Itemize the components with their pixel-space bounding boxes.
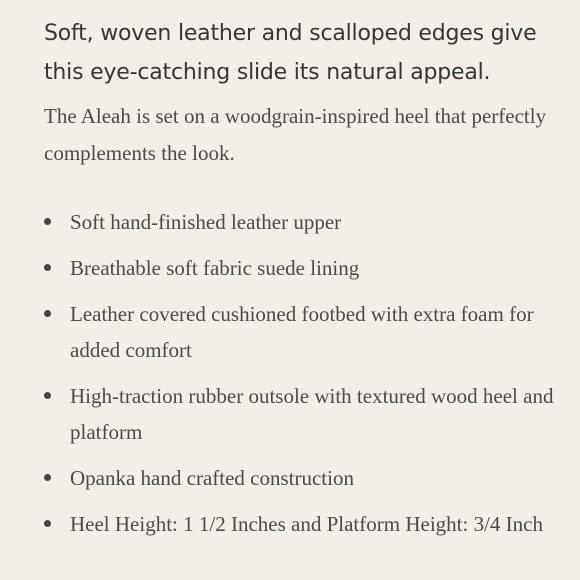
- feature-item: [44, 378, 564, 450]
- feature-item: [44, 296, 564, 368]
- feature-item: [44, 460, 564, 496]
- bullet-icon: [44, 520, 51, 527]
- feature-text: Leather covered cushioned footbed with extra foam for added comfort: [70, 302, 534, 362]
- feature-list: [44, 204, 564, 542]
- feature-item: [44, 204, 564, 240]
- bullet-icon: [44, 264, 51, 271]
- feature-item: [44, 506, 564, 542]
- bullet-icon: [44, 310, 51, 317]
- feature-text: Soft hand-finished leather upper: [70, 210, 342, 234]
- feature-item: [44, 250, 564, 286]
- bullet-icon: [44, 392, 51, 399]
- product-description: [44, 14, 564, 552]
- product-headline: Soft, woven leather and scalloped edges give this eye-catching slide its natural appeal.: [44, 21, 537, 85]
- feature-text: High-traction rubber outsole with textured wood heel and platform: [70, 384, 554, 444]
- product-summary: The Aleah is set on a woodgrain-inspired heel that perfectly complements the look.: [44, 104, 547, 165]
- feature-text: Opanka hand crafted construction: [70, 466, 354, 490]
- bullet-icon: [44, 474, 51, 481]
- feature-text: Heel Height: 1 1/2 Inches and Platform Height: 3/4 Inch: [70, 512, 543, 536]
- bullet-icon: [44, 218, 51, 225]
- feature-text: Breathable soft fabric suede lining: [70, 256, 360, 280]
